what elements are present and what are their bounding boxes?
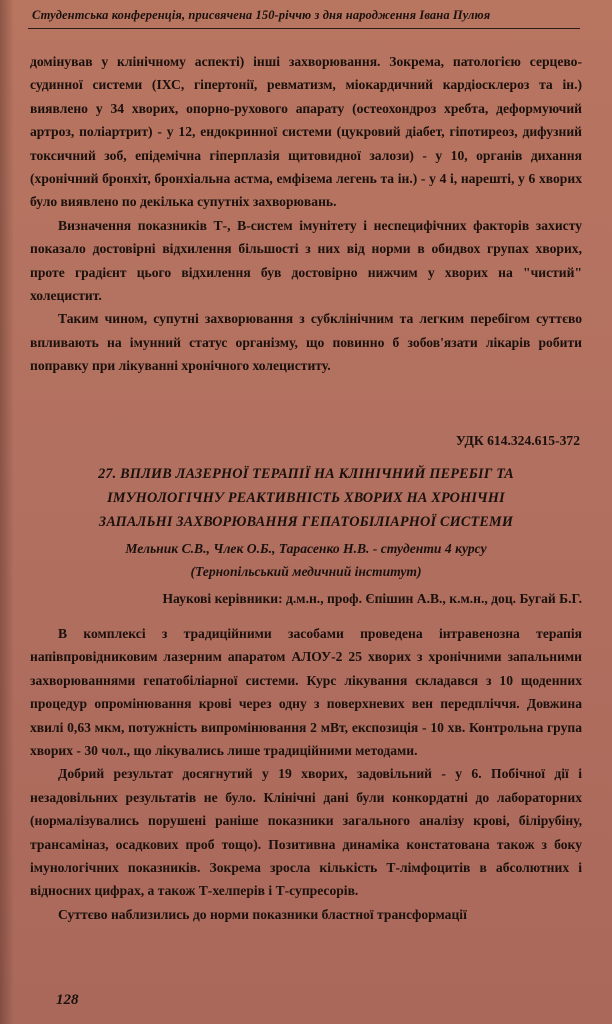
- udc-code: УДК 614.324.615-372: [455, 433, 580, 448]
- page-number: 128: [56, 992, 79, 1008]
- paragraph: Суттєво наблизились до норми показники бластної трансформації: [58, 906, 467, 922]
- header-rule: [28, 28, 580, 29]
- paragraph: В комплексі з традиційними засобами проведена інтравенозна терапія напівпровідниковим лазерним апаратом АЛОУ-2 25 хворих з хронічними запальними захворюваннями гепатобіліарної системи. Курс лікування складався з 10 щоденних процедур опромінювання крові через одну з поверхневих вен передпліччя. Довжина хвилі 0,63 мкм, потужність випромінювання 2 мВт, експозиція - 10 хв. Контрольна група хворих - 30 чол., що лікувались лише традиційними методами.: [30, 626, 582, 759]
- title-line: ЗАПАЛЬНІ ЗАХВОРЮВАННЯ ГЕПАТОБІЛІАРНОЇ СИСТЕМИ: [98, 514, 514, 530]
- authors-block: [30, 537, 582, 583]
- title-line: 27. ВПЛИВ ЛАЗЕРНОЇ ТЕРАПІЇ НА КЛІНІЧНИЙ ПЕРЕБІГ ТА: [98, 466, 514, 482]
- running-header: Студентська конференція, присвячена 150-річчю з дня народження Івана Пулюя: [32, 8, 491, 22]
- article-body: [30, 622, 582, 926]
- paragraph: Визначення показників Т-, В-систем імунітету і неспецифічних факторів захисту показало достовірні відхилення більшості з них від норми в обидвох групах хворих, проте градієнт цього відхилення був достовірно нижчим у хворих на "чистий" холецистит.: [30, 217, 582, 304]
- page-binding-shadow: [0, 0, 14, 1024]
- article-title: [30, 462, 582, 534]
- paragraph: Таким чином, супутні захворювання з субклінічним та легким перебігом суттєво впливають на імунний статус організму, що повинно б зобов'язати лікарів робити поправку при лікуванні хронічного холециститу.: [30, 311, 582, 374]
- previous-article-ending: [30, 50, 582, 378]
- paragraph: домінував у клінічному аспекті) інші захворювання. Зокрема, патологією серцево-судинної системи (ІХС, гіпертонії, ревматизм, міокардичний кардіосклероз та ін.) виявлено у 34 хворих, опорно-рухового апарату (остеохондроз хребта, деформуючий артроз, поліартрит) - у 12, ендокринної системи (цукровий діабет, гіпотиреоз, дифузний токсичний зоб, епідемічна гіперплазія щитовидної залози) - у 10, органів дихання (хронічний бронхіт, бронхіальна астма, емфізема легень та ін.) - у 4 і, нарешті, у 6 хворих було виявлено по декілька супутніх захворювань.: [30, 54, 582, 210]
- paragraph: Добрий результат досягнутий у 19 хворих, задовільний - у 6. Побічної дії і незадовільних результатів не було. Клінічні дані були конкордатні до лабораторних (нормалізувались порушені раніше показники загального аналізу крові, білірубіну, трансаміназ, осадкових проб тощо). Позитивна динаміка констатована також з боку імунологічних показників. Зокрема зросла кількість Т-лімфоцитів в абсолютних і відносних цифрах, а також Т-хелперів і Т-супресорів.: [30, 766, 582, 899]
- institution: (Тернопільський медичний інститут): [190, 564, 422, 579]
- authors: Мельник С.В., Члек О.Б., Тарасенко Н.В. - студенти 4 курсу: [125, 541, 487, 556]
- supervisors: Наукові керівники: д.м.н., проф. Єпішин А.В., к.м.н., доц. Бугай Б.Г.: [162, 591, 582, 606]
- title-line: ІМУНОЛОГІЧНУ РЕАКТИВНІСТЬ ХВОРИХ НА ХРОНІЧНІ: [107, 490, 505, 506]
